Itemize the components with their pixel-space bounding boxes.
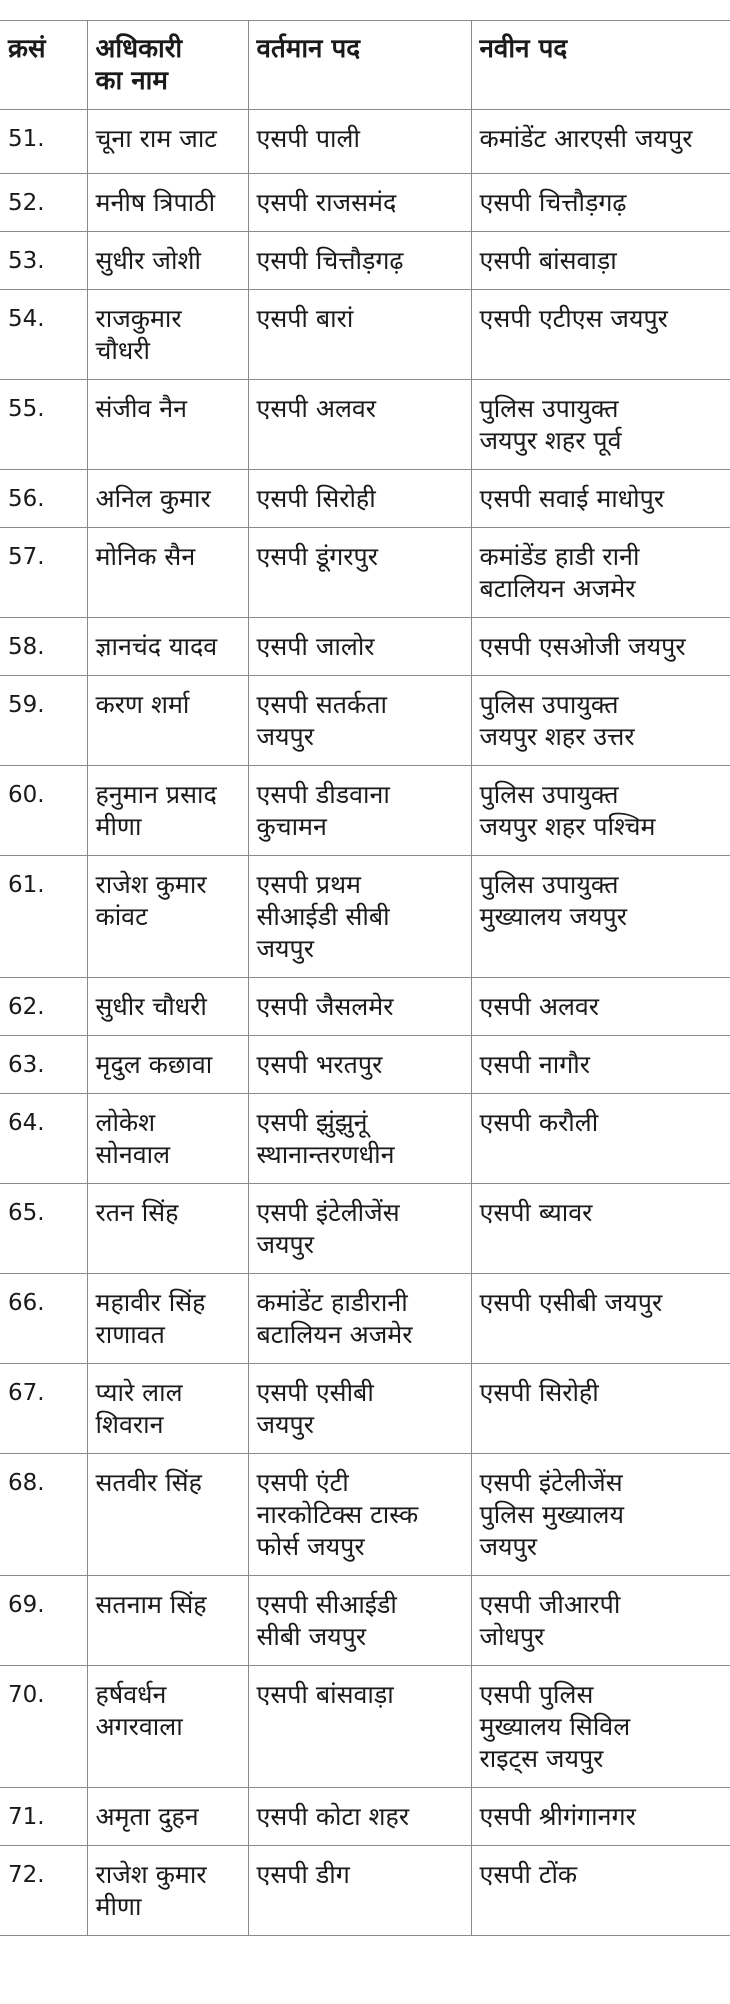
new-post-text: एसपी श्रीगंगानगर <box>479 1802 636 1831</box>
table-row <box>0 1364 730 1454</box>
current-post-text: एसपी अलवर <box>256 394 377 423</box>
table-row <box>0 232 730 290</box>
officer-name-text: अमृता दुहन <box>95 1802 199 1831</box>
serial-number-text: 70. <box>8 1682 45 1708</box>
officer-name-cell <box>87 528 248 618</box>
current-post-text: एसपी डीडवाना कुचामन <box>256 780 390 841</box>
serial-number-text: 59. <box>8 692 45 718</box>
serial-number-text: 62. <box>8 994 45 1020</box>
table-row <box>0 978 730 1036</box>
serial-number-text: 51. <box>8 126 45 152</box>
current-post-text: एसपी एंटी नारकोटिक्स टास्क फोर्स जयपुर <box>256 1468 419 1561</box>
serial-number-cell <box>0 1274 87 1364</box>
current-post-cell <box>248 1788 471 1846</box>
new-post-text: एसपी सवाई माधोपुर <box>479 484 665 513</box>
header-serial-number: क्रसं <box>0 21 87 110</box>
table-row <box>0 1094 730 1184</box>
new-post-cell <box>471 380 730 470</box>
table-row <box>0 676 730 766</box>
officer-name-cell <box>87 1846 248 1936</box>
new-post-text: एसपी सिरोही <box>479 1378 599 1407</box>
table-row <box>0 1454 730 1576</box>
current-post-cell <box>248 528 471 618</box>
officer-name-text: लोकेश सोनवाल <box>95 1108 171 1169</box>
serial-number-text: 71. <box>8 1804 45 1830</box>
current-post-text: कमांडेंट हाडीरानी बटालियन अजमेर <box>256 1288 413 1349</box>
officer-name-text: सतनाम सिंह <box>95 1590 207 1619</box>
serial-number-text: 65. <box>8 1200 45 1226</box>
transfer-table-container <box>0 20 730 1936</box>
table-row <box>0 110 730 174</box>
new-post-cell <box>471 1788 730 1846</box>
officer-name-text: महावीर सिंह राणावत <box>95 1288 206 1349</box>
current-post-text: एसपी झुंझुनूं स्थानान्तरणधीन <box>256 1108 395 1169</box>
new-post-cell <box>471 676 730 766</box>
new-post-cell <box>471 1274 730 1364</box>
current-post-cell <box>248 1094 471 1184</box>
new-post-text: एसपी इंटेलीजेंस पुलिस मुख्यालय जयपुर <box>479 1468 624 1561</box>
officer-name-cell <box>87 856 248 978</box>
current-post-text: एसपी सिरोही <box>256 484 376 513</box>
new-post-text: एसपी करौली <box>479 1108 599 1137</box>
serial-number-text: 72. <box>8 1862 45 1888</box>
officer-name-cell <box>87 110 248 174</box>
serial-number-cell <box>0 676 87 766</box>
serial-number-text: 61. <box>8 872 45 898</box>
officer-name-cell <box>87 618 248 676</box>
current-post-text: एसपी प्रथम सीआईडी सीबी जयपुर <box>256 870 390 963</box>
serial-number-text: 56. <box>8 486 45 512</box>
current-post-text: एसपी चित्तौड़गढ़ <box>256 246 404 275</box>
table-row <box>0 856 730 978</box>
new-post-cell <box>471 1454 730 1576</box>
current-post-text: एसपी डूंगरपुर <box>256 542 378 571</box>
table-row <box>0 290 730 380</box>
new-post-text: एसपी एटीएस जयपुर <box>479 304 668 333</box>
table-row <box>0 766 730 856</box>
serial-number-text: 53. <box>8 248 45 274</box>
officer-name-cell <box>87 174 248 232</box>
current-post-cell <box>248 618 471 676</box>
table-row <box>0 174 730 232</box>
new-post-text: पुलिस उपायुक्त जयपुर शहर पश्चिम <box>479 780 656 841</box>
officer-name-cell <box>87 1788 248 1846</box>
serial-number-text: 52. <box>8 190 45 216</box>
new-post-text: कमांडेंट आरएसी जयपुर <box>479 124 693 153</box>
serial-number-cell <box>0 978 87 1036</box>
officer-name-text: करण शर्मा <box>95 690 190 719</box>
officer-name-cell <box>87 1094 248 1184</box>
serial-number-cell <box>0 766 87 856</box>
serial-number-text: 58. <box>8 634 45 660</box>
officer-name-cell <box>87 1454 248 1576</box>
current-post-text: एसपी पाली <box>256 124 360 153</box>
serial-number-text: 69. <box>8 1592 45 1618</box>
header-new-post: नवीन पद <box>471 21 730 110</box>
new-post-text: एसपी अलवर <box>479 992 600 1021</box>
new-post-text: एसपी एसओजी जयपुर <box>479 632 686 661</box>
header-officer-name: अधिकारी का नाम <box>87 21 248 110</box>
serial-number-cell <box>0 1666 87 1788</box>
serial-number-cell <box>0 1788 87 1846</box>
current-post-text: एसपी सीआईडी सीबी जयपुर <box>256 1590 397 1651</box>
current-post-cell <box>248 1036 471 1094</box>
current-post-text: एसपी बांसवाड़ा <box>256 1680 394 1709</box>
officer-name-text: हनुमान प्रसाद मीणा <box>95 780 217 841</box>
new-post-cell <box>471 290 730 380</box>
table-row <box>0 1184 730 1274</box>
officer-name-text: अनिल कुमार <box>95 484 211 513</box>
current-post-text: एसपी एसीबी जयपुर <box>256 1378 374 1439</box>
current-post-text: एसपी सतर्कता जयपुर <box>256 690 387 751</box>
new-post-cell <box>471 232 730 290</box>
current-post-cell <box>248 1364 471 1454</box>
current-post-text: एसपी बारां <box>256 304 354 333</box>
officer-name-text: मृदुल कछावा <box>95 1050 213 1079</box>
table-row <box>0 618 730 676</box>
serial-number-text: 66. <box>8 1290 45 1316</box>
officer-name-text: सुधीर चौधरी <box>95 992 207 1021</box>
new-post-cell <box>471 1184 730 1274</box>
new-post-cell <box>471 470 730 528</box>
new-post-cell <box>471 856 730 978</box>
officer-name-cell <box>87 766 248 856</box>
header-row <box>0 21 730 110</box>
current-post-cell <box>248 380 471 470</box>
officer-name-cell <box>87 1184 248 1274</box>
serial-number-cell <box>0 1576 87 1666</box>
serial-number-cell <box>0 1454 87 1576</box>
serial-number-text: 57. <box>8 544 45 570</box>
serial-number-text: 68. <box>8 1470 45 1496</box>
new-post-cell <box>471 618 730 676</box>
table-row <box>0 1846 730 1936</box>
serial-number-text: 54. <box>8 306 45 332</box>
new-post-cell <box>471 1036 730 1094</box>
serial-number-cell <box>0 528 87 618</box>
officer-name-cell <box>87 1666 248 1788</box>
serial-number-text: 55. <box>8 396 45 422</box>
serial-number-cell <box>0 470 87 528</box>
new-post-text: एसपी नागौर <box>479 1050 590 1079</box>
officer-name-text: मोनिक सैन <box>95 542 196 571</box>
officer-name-text: सतवीर सिंह <box>95 1468 202 1497</box>
current-post-cell <box>248 470 471 528</box>
new-post-cell <box>471 1846 730 1936</box>
new-post-cell <box>471 528 730 618</box>
officer-name-text: हर्षवर्धन अगरवाला <box>95 1680 183 1741</box>
current-post-cell <box>248 1846 471 1936</box>
current-post-cell <box>248 856 471 978</box>
officer-transfer-table <box>0 20 730 1936</box>
current-post-cell <box>248 766 471 856</box>
officer-name-text: राजेश कुमार मीणा <box>95 1860 207 1921</box>
serial-number-cell <box>0 1184 87 1274</box>
current-post-cell <box>248 978 471 1036</box>
serial-number-cell <box>0 856 87 978</box>
new-post-cell <box>471 110 730 174</box>
new-post-cell <box>471 174 730 232</box>
current-post-text: एसपी राजसमंद <box>256 188 397 217</box>
new-post-cell <box>471 1364 730 1454</box>
new-post-text: एसपी ब्यावर <box>479 1198 593 1227</box>
serial-number-cell <box>0 110 87 174</box>
current-post-cell <box>248 1454 471 1576</box>
current-post-cell <box>248 232 471 290</box>
new-post-text: एसपी एसीबी जयपुर <box>479 1288 663 1317</box>
current-post-cell <box>248 290 471 380</box>
current-post-cell <box>248 174 471 232</box>
current-post-text: एसपी कोटा शहर <box>256 1802 410 1831</box>
current-post-cell <box>248 1274 471 1364</box>
serial-number-cell <box>0 174 87 232</box>
officer-name-cell <box>87 290 248 380</box>
table-row <box>0 528 730 618</box>
current-post-cell <box>248 676 471 766</box>
header-current-post: वर्तमान पद <box>248 21 471 110</box>
new-post-text: एसपी जीआरपी जोधपुर <box>479 1590 621 1651</box>
table-row <box>0 1274 730 1364</box>
new-post-text: एसपी टोंक <box>479 1860 578 1889</box>
serial-number-cell <box>0 1846 87 1936</box>
new-post-cell <box>471 1666 730 1788</box>
new-post-text: कमांडेंड हाडी रानी बटालियन अजमेर <box>479 542 640 603</box>
serial-number-cell <box>0 1094 87 1184</box>
new-post-cell <box>471 978 730 1036</box>
officer-name-text: रतन सिंह <box>95 1198 179 1227</box>
officer-name-text: सुधीर जोशी <box>95 246 201 275</box>
table-row <box>0 1788 730 1846</box>
serial-number-text: 60. <box>8 782 45 808</box>
new-post-text: एसपी चित्तौड़गढ़ <box>479 188 627 217</box>
serial-number-text: 64. <box>8 1110 45 1136</box>
new-post-text: पुलिस उपायुक्त जयपुर शहर पूर्व <box>479 394 622 455</box>
serial-number-cell <box>0 232 87 290</box>
current-post-text: एसपी इंटेलीजेंस जयपुर <box>256 1198 400 1259</box>
officer-name-cell <box>87 232 248 290</box>
officer-name-text: संजीव नैन <box>95 394 188 423</box>
new-post-text: एसपी पुलिस मुख्यालय सिविल राइट्स जयपुर <box>479 1680 631 1773</box>
table-row <box>0 470 730 528</box>
new-post-text: पुलिस उपायुक्त मुख्यालय जयपुर <box>479 870 627 931</box>
officer-name-text: मनीष त्रिपाठी <box>95 188 216 217</box>
officer-name-text: राजेश कुमार कांवट <box>95 870 207 931</box>
officer-name-cell <box>87 380 248 470</box>
new-post-cell <box>471 1094 730 1184</box>
current-post-cell <box>248 110 471 174</box>
serial-number-text: 63. <box>8 1052 45 1078</box>
current-post-cell <box>248 1666 471 1788</box>
table-row <box>0 1576 730 1666</box>
table-row <box>0 380 730 470</box>
new-post-text: एसपी बांसवाड़ा <box>479 246 617 275</box>
officer-name-cell <box>87 1036 248 1094</box>
serial-number-cell <box>0 1364 87 1454</box>
officer-name-cell <box>87 1364 248 1454</box>
officer-name-text: चूना राम जाट <box>95 124 217 153</box>
officer-name-cell <box>87 1576 248 1666</box>
new-post-text: पुलिस उपायुक्त जयपुर शहर उत्तर <box>479 690 635 751</box>
officer-name-text: ज्ञानचंद यादव <box>95 632 218 661</box>
officer-name-cell <box>87 676 248 766</box>
serial-number-cell <box>0 290 87 380</box>
table-row <box>0 1036 730 1094</box>
officer-name-cell <box>87 1274 248 1364</box>
current-post-text: एसपी भरतपुर <box>256 1050 383 1079</box>
serial-number-cell <box>0 380 87 470</box>
current-post-text: एसपी जैसलमेर <box>256 992 394 1021</box>
table-row <box>0 1666 730 1788</box>
current-post-cell <box>248 1184 471 1274</box>
serial-number-cell <box>0 1036 87 1094</box>
current-post-text: एसपी जालोर <box>256 632 375 661</box>
table-header <box>0 21 730 110</box>
officer-name-cell <box>87 470 248 528</box>
serial-number-cell <box>0 618 87 676</box>
current-post-cell <box>248 1576 471 1666</box>
new-post-cell <box>471 766 730 856</box>
officer-name-text: प्यारे लाल शिवरान <box>95 1378 183 1439</box>
table-body <box>0 110 730 1936</box>
officer-name-cell <box>87 978 248 1036</box>
current-post-text: एसपी डीग <box>256 1860 350 1889</box>
serial-number-text: 67. <box>8 1380 45 1406</box>
new-post-cell <box>471 1576 730 1666</box>
officer-name-text: राजकुमार चौधरी <box>95 304 182 365</box>
